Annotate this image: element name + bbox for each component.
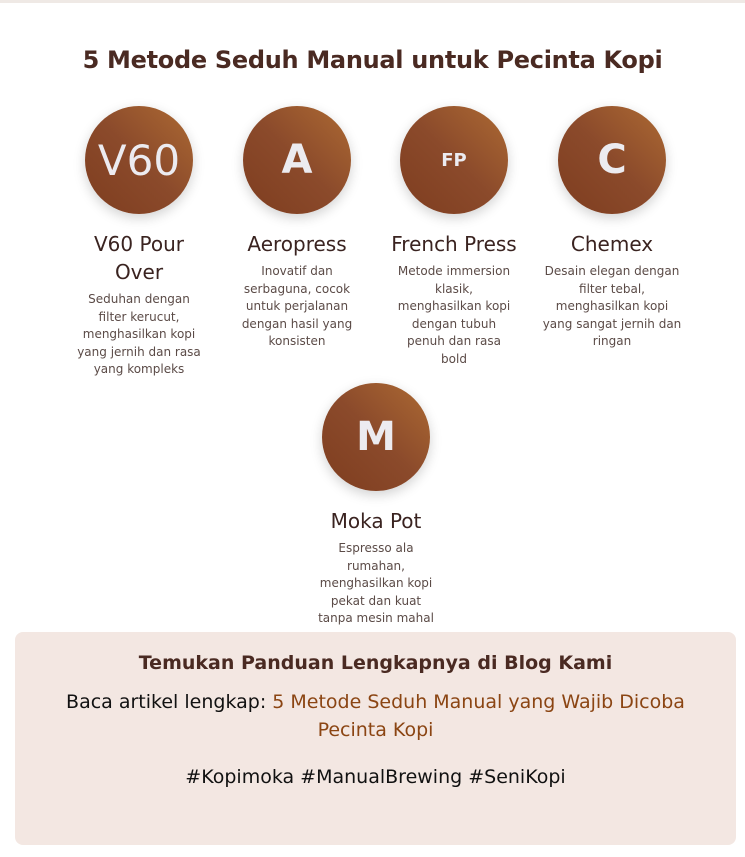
method-description: Desain elegan dengan filter tebal, menghasilkan kopi yang sangat jernih dan ringan bbox=[542, 264, 682, 348]
aeropress-badge-icon: A bbox=[243, 106, 351, 214]
method-description: Inovatif dan serbaguna, cocok untuk perjalanan dengan hasil yang konsisten bbox=[241, 264, 353, 348]
method-card-aeropress bbox=[222, 106, 372, 351]
cta-title: Temukan Panduan Lengkapnya di Blog Kami bbox=[138, 652, 613, 674]
cta-article-line bbox=[15, 688, 736, 744]
method-description: Espresso ala rumahan, menghasilkan kopi pekat dan kuat tanpa mesin mahal bbox=[318, 541, 434, 625]
v60-badge-icon: V60 bbox=[85, 106, 193, 214]
article-link[interactable]: 5 Metode Seduh Manual yang Wajib Dicoba Pecinta Kopi bbox=[272, 691, 685, 741]
method-name: Chemex bbox=[570, 232, 654, 256]
method-card-chemex bbox=[537, 106, 687, 351]
method-description: Seduhan dengan filter kerucut, menghasilkan kopi yang jernih dan rasa yang kompleks bbox=[77, 292, 201, 376]
french-press-badge-icon: FP bbox=[400, 106, 508, 214]
hashtags: #Kopimoka #ManualBrewing #SeniKopi bbox=[185, 766, 566, 788]
method-name: V60 Pour Over bbox=[94, 232, 184, 284]
moka-pot-badge-icon: M bbox=[322, 383, 430, 491]
method-card-v60 bbox=[64, 106, 214, 379]
method-name: Moka Pot bbox=[330, 509, 422, 533]
blog-cta-box bbox=[15, 632, 736, 845]
method-card-french-press bbox=[379, 106, 529, 368]
method-card-moka-pot bbox=[301, 383, 451, 628]
top-divider bbox=[0, 0, 745, 3]
chemex-badge-icon: C bbox=[558, 106, 666, 214]
page-title: 5 Metode Seduh Manual untuk Pecinta Kopi bbox=[82, 46, 663, 74]
method-name: French Press bbox=[391, 232, 517, 256]
cta-prefix: Baca artikel lengkap: bbox=[66, 691, 273, 713]
method-description: Metode immersion klasik, menghasilkan kopi dengan tubuh penuh dan rasa bold bbox=[397, 264, 511, 366]
method-name: Aeropress bbox=[247, 232, 347, 256]
